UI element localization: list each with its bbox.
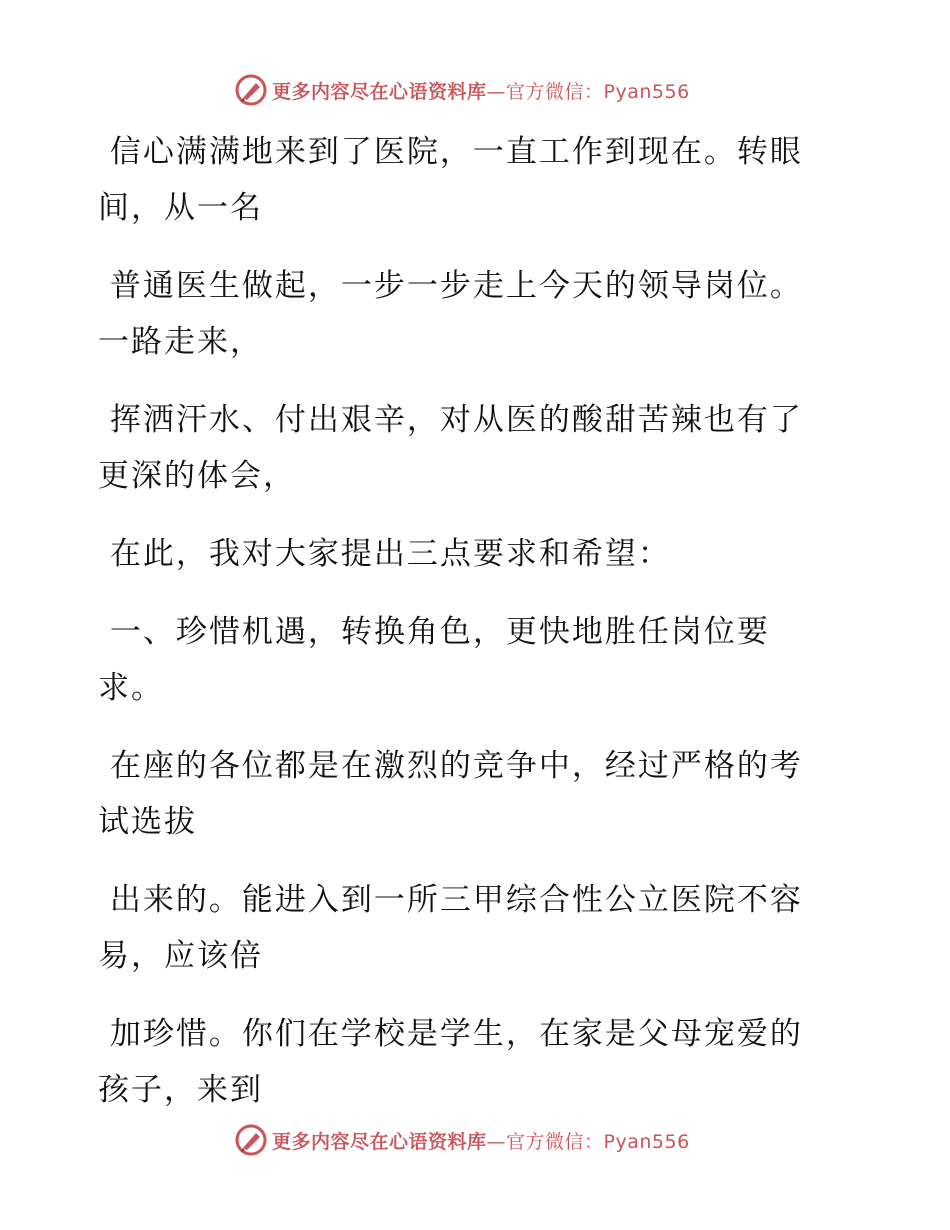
paragraph: 加珍惜。你们在学校是学生，在家是父母宠爱的 孩子，来到: [98, 1016, 803, 1108]
paragraph: 挥洒汗水、付出艰辛，对从医的酸甜苦辣也有了 更深的体会，: [98, 402, 803, 494]
watermark-text: 更多内容尽在心语资料库—官方微信：Pyan556: [272, 1130, 690, 1153]
footer-watermark: [234, 1120, 690, 1160]
watermark-text: 更多内容尽在心语资料库—官方微信：Pyan556: [272, 80, 690, 103]
document-body: [98, 124, 838, 1140]
paragraph: 出来的。能进入到一所三甲综合性公立医院不容 易，应该倍: [98, 882, 803, 974]
paragraph: 在座的各位都是在激烈的竞争中，经过严格的考 试选拔: [98, 748, 803, 840]
paragraph: 普通医生做起，一步一步走上今天的领导岗位。 一路走来，: [98, 268, 803, 360]
header-watermark: [234, 70, 690, 110]
paragraph: 信心满满地来到了医院，一直工作到现在。转眼 间，从一名: [98, 134, 803, 226]
pen-logo-icon: [234, 73, 268, 107]
paragraph: 一、珍惜机遇，转换角色，更快地胜任岗位要 求。: [98, 614, 770, 706]
pen-logo-icon: [234, 1123, 268, 1157]
paragraph: 在此，我对大家提出三点要求和希望：: [98, 536, 671, 572]
